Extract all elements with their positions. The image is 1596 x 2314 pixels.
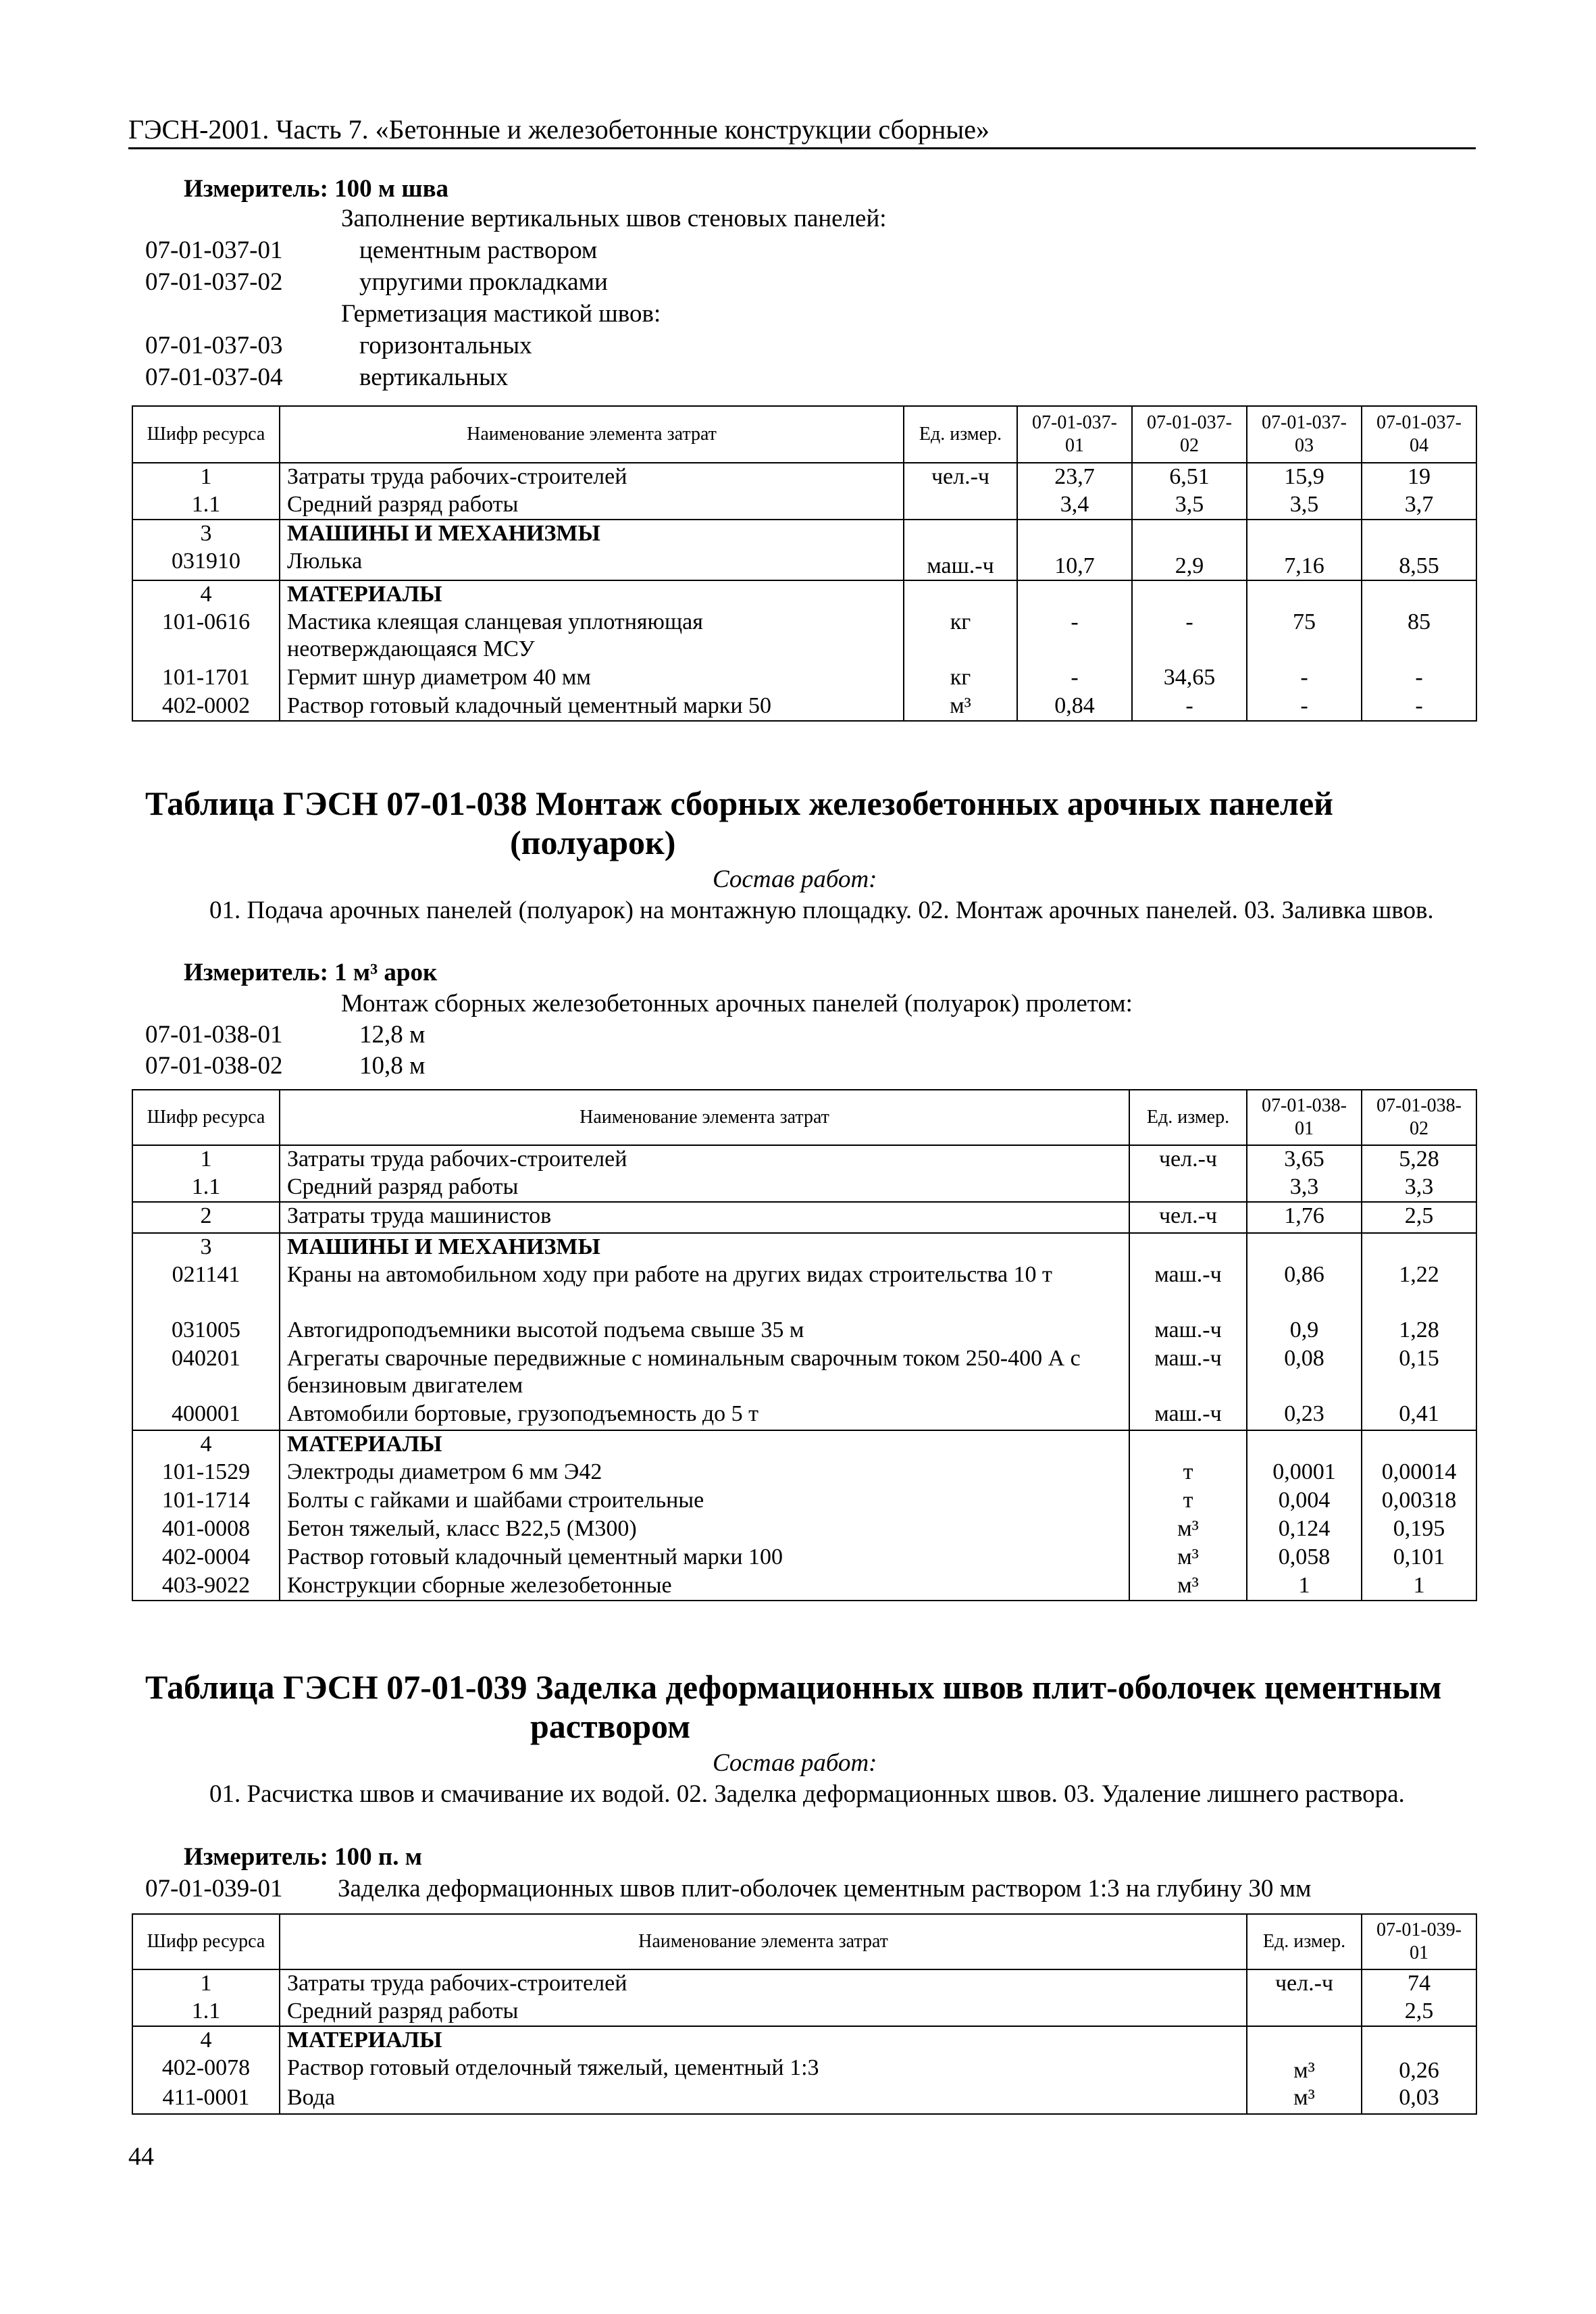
table-row: 1 Затраты труда рабочих-строителей чел.-ч 3,65 5,28 xyxy=(132,1145,1476,1174)
table-row: 1.1 Средний разряд работы 3,4 3,5 3,5 3,7 xyxy=(132,491,1476,520)
works-label-039: Состав работ: xyxy=(713,1749,877,1777)
table-row: 1.1 Средний разряд работы 2,5 xyxy=(132,1998,1476,2026)
table-row: 031910 Люлька маш.-ч 10,7 2,9 7,16 8,55 xyxy=(132,548,1476,580)
table-row: 101-0616 Мастика клеящая сланцевая уплотняющая неотверждающаяся МСУ кг - - 75 85 xyxy=(132,609,1476,664)
table-row: 400001 Автомобили бортовые, грузоподъемность до 5 т маш.-ч 0,23 0,41 xyxy=(132,1401,1476,1430)
col-head-unit: Ед. измер. xyxy=(1129,1090,1247,1145)
code-038-01: 07-01-038-01 xyxy=(145,1021,283,1049)
code-name-037-01: цементным раствором xyxy=(359,236,598,264)
code-037-01: 07-01-037-01 xyxy=(145,236,283,264)
code-037-02: 07-01-037-02 xyxy=(145,268,283,296)
code-037-03: 07-01-037-03 xyxy=(145,332,283,359)
col-head-val: 07-01-039-01 xyxy=(1362,1914,1476,1969)
table-row: 4 МАТЕРИАЛЫ xyxy=(132,580,1476,609)
col-head-val: 07-01-038-02 xyxy=(1362,1090,1476,1145)
table-row: 1.1 Средний разряд работы 3,3 3,3 xyxy=(132,1174,1476,1202)
page-number: 44 xyxy=(128,2142,154,2171)
works-text-039: 01. Расчистка швов и смачивание их водой. 02. Заделка деформационных швов. 03. Удаление лишнего раствора. xyxy=(209,1780,1405,1808)
table-row: 402-0078 Раствор готовый отделочный тяжелый, цементный 1:3 м³ 0,26 xyxy=(132,2055,1476,2084)
table-row: 021141 Краны на автомобильном ходу при работе на других видах строительства 10 т маш.-ч 0,86 1,22 xyxy=(132,1261,1476,1317)
table-row: 402-0002 Раствор готовый кладочный цементный марки 50 м³ 0,84 - - - xyxy=(132,693,1476,721)
table-row: 4 МАТЕРИАЛЫ xyxy=(132,1430,1476,1459)
table-title-038-cont: (полуарок) xyxy=(510,824,676,861)
table-row: 1 Затраты труда рабочих-строителей чел.-ч 23,7 6,51 15,9 19 xyxy=(132,463,1476,491)
table-row: 403-9022 Конструкции сборные железобетонные м³ 1 1 xyxy=(132,1572,1476,1601)
table-row: 3 МАШИНЫ И МЕХАНИЗМЫ xyxy=(132,1233,1476,1261)
table-header xyxy=(132,406,1476,463)
table-row: 101-1529 Электроды диаметром 6 мм Э42 т 0,0001 0,00014 xyxy=(132,1459,1476,1487)
code-037-04: 07-01-037-04 xyxy=(145,363,283,391)
col-head-code: Шифр ресурса xyxy=(132,1090,280,1145)
running-header: ГЭСН-2001. Часть 7. «Бетонные и железобетонные конструкции сборные» xyxy=(128,114,990,145)
col-head-code: Шифр ресурса xyxy=(132,406,280,463)
table-row: 040201 Агрегаты сварочные передвижные с номинальным сварочным током 250-400 А с бензиновым двигателем маш.-ч 0,08 0,15 xyxy=(132,1345,1476,1401)
table-header xyxy=(132,1090,1476,1145)
col-head-unit: Ед. измер. xyxy=(1247,1914,1362,1969)
col-head-code: Шифр ресурса xyxy=(132,1914,280,1969)
code-name-037-02: упругими прокладками xyxy=(359,268,608,296)
code-name-039-01: Заделка деформационных швов плит-оболочек цементным раствором 1:3 на глубину 30 мм xyxy=(338,1875,1312,1903)
table-row: 031005 Автогидроподъемники высотой подъема свыше 35 м маш.-ч 0,9 1,28 xyxy=(132,1317,1476,1345)
works-label-038: Состав работ: xyxy=(713,865,877,893)
table-row: 402-0004 Раствор готовый кладочный цементный марки 100 м³ 0,058 0,101 xyxy=(132,1544,1476,1572)
col-head-val: 07-01-037-04 xyxy=(1362,406,1476,463)
code-name-037-04: вертикальных xyxy=(359,363,509,391)
resource-table-039 xyxy=(132,1913,1477,2115)
group-037-1: Заполнение вертикальных швов стеновых панелей: xyxy=(341,205,887,232)
meter-037: Измеритель: 100 м шва xyxy=(184,175,449,203)
resource-table-038 xyxy=(132,1089,1477,1601)
table-row: 101-1714 Болты с гайками и шайбами строительные т 0,004 0,00318 xyxy=(132,1487,1476,1515)
col-head-val: 07-01-037-02 xyxy=(1132,406,1247,463)
col-head-name: Наименование элемента затрат xyxy=(280,1914,1247,1969)
table-header xyxy=(132,1914,1476,1969)
code-038-02: 07-01-038-02 xyxy=(145,1052,283,1080)
col-head-val: 07-01-038-01 xyxy=(1247,1090,1362,1145)
header-rule xyxy=(128,147,1476,149)
table-row: 4 МАТЕРИАЛЫ xyxy=(132,2026,1476,2055)
table-title-039: Таблица ГЭСН 07-01-039 Заделка деформационных швов плит-оболочек цементным xyxy=(145,1668,1442,1706)
table-row: 1 Затраты труда рабочих-строителей чел.-ч 74 xyxy=(132,1969,1476,1998)
code-name-038-02: 10,8 м xyxy=(359,1052,426,1080)
col-head-name: Наименование элемента затрат xyxy=(280,1090,1129,1145)
col-head-val: 07-01-037-01 xyxy=(1017,406,1132,463)
col-head-name: Наименование элемента затрат xyxy=(280,406,904,463)
table-title-038: Таблица ГЭСН 07-01-038 Монтаж сборных железобетонных арочных панелей xyxy=(145,784,1333,822)
group-037-2: Герметизация мастикой швов: xyxy=(341,300,661,328)
resource-table-037 xyxy=(132,405,1477,722)
meter-039: Измеритель: 100 п. м xyxy=(184,1843,422,1871)
col-head-unit: Ед. измер. xyxy=(904,406,1017,463)
meter-038: Измеритель: 1 м³ арок xyxy=(184,959,438,986)
group-038: Монтаж сборных железобетонных арочных панелей (полуарок) пролетом: xyxy=(341,990,1133,1017)
table-row: 3 МАШИНЫ И МЕХАНИЗМЫ xyxy=(132,520,1476,548)
table-row: 411-0001 Вода м³ 0,03 xyxy=(132,2084,1476,2114)
table-row: 101-1701 Гермит шнур диаметром 40 мм кг - 34,65 - - xyxy=(132,664,1476,693)
col-head-val: 07-01-037-03 xyxy=(1247,406,1362,463)
code-name-037-03: горизонтальных xyxy=(359,332,532,359)
code-039-01: 07-01-039-01 xyxy=(145,1875,283,1903)
code-name-038-01: 12,8 м xyxy=(359,1021,426,1049)
table-row: 401-0008 Бетон тяжелый, класс В22,5 (М300) м³ 0,124 0,195 xyxy=(132,1515,1476,1544)
works-text-038: 01. Подача арочных панелей (полуарок) на монтажную площадку. 02. Монтаж арочных панелей. 03. Заливка швов. xyxy=(209,897,1434,924)
table-title-039-cont: раствором xyxy=(530,1707,691,1745)
table-row: 2 Затраты труда машинистов чел.-ч 1,76 2,5 xyxy=(132,1202,1476,1233)
